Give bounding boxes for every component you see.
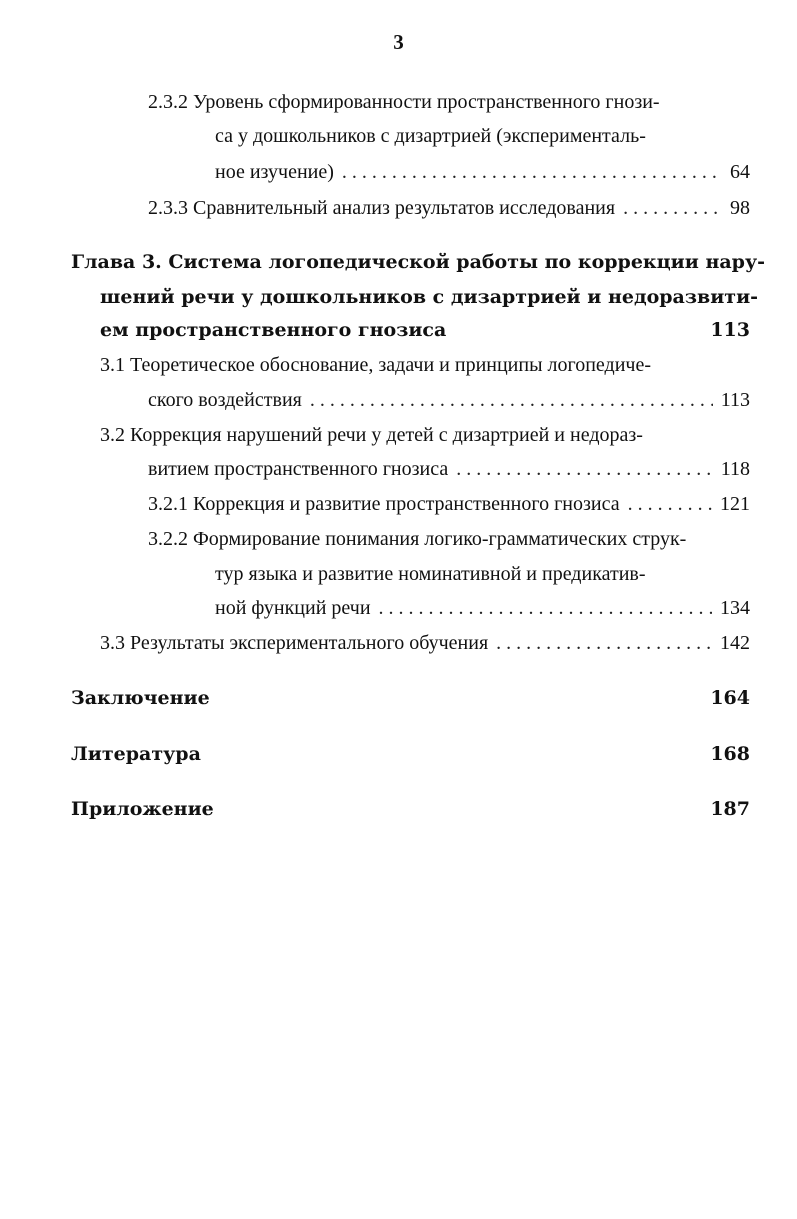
toc-entry-2-3-2-line-3: ное изучение) — [215, 161, 334, 183]
toc-entry-3-2-2-page: 134 — [720, 597, 750, 619]
toc-entry-2-3-3-title: 2.3.3 Сравнительный анализ результатов исследования — [148, 197, 616, 219]
toc-entry-3-2-last-line[interactable] — [148, 455, 750, 483]
toc-entry-3-1-line-2: ского воздействия — [148, 389, 302, 411]
dot-leader — [342, 158, 722, 186]
toc-entry-3-2-2-line-2: тур языка и развитие номинативной и предикатив- — [215, 563, 646, 585]
toc-entry-2-3-2-line-1: 2.3.2 Уровень сформированности пространственного гнози- — [148, 91, 660, 113]
toc-chapter-3-line-3: ем пространственного гнозиса — [100, 319, 447, 341]
toc-entry-3-2-2-last-line[interactable] — [215, 594, 750, 622]
toc-entry-3-3[interactable] — [100, 629, 750, 657]
toc-entry-3-2-page: 118 — [720, 458, 750, 480]
toc-entry-3-2-line-2: витием пространственного гнозиса — [148, 458, 449, 480]
toc-entry-3-2-1-page: 121 — [720, 493, 750, 515]
dot-leader — [496, 629, 712, 657]
toc-literature-page: 168 — [710, 743, 750, 765]
toc-literature-title: Литература — [71, 743, 201, 765]
toc-appendix-page: 187 — [710, 798, 750, 820]
dot-leader — [628, 490, 712, 518]
dot-leader — [456, 455, 713, 483]
toc-conclusion[interactable] — [71, 684, 750, 712]
toc-entry-2-3-3-page: 98 — [730, 197, 750, 219]
toc-entry-3-1-page: 113 — [720, 389, 750, 411]
toc-entry-2-3-2-line-2: са у дошкольников с дизартрией (эксперименталь- — [215, 125, 646, 147]
page-number: 3 — [393, 30, 404, 54]
dot-leader — [623, 194, 722, 222]
dot-leader — [379, 594, 712, 622]
toc-entry-3-2-1[interactable] — [148, 490, 750, 518]
dot-leader — [310, 386, 713, 414]
toc-chapter-3-line-1: Глава 3. Система логопедической работы по коррекции нару- — [71, 251, 766, 273]
toc-entry-2-3-2-page: 64 — [730, 161, 750, 183]
toc-entry-3-1-last-line[interactable] — [148, 386, 750, 414]
toc-appendix[interactable] — [71, 795, 750, 823]
toc-conclusion-page: 164 — [710, 687, 750, 709]
toc-entry-2-3-3[interactable] — [148, 194, 750, 222]
toc-chapter-3-line-2: шений речи у дошкольников с дизартрией и недоразвити- — [100, 286, 759, 308]
toc-chapter-3-page: 113 — [710, 319, 750, 341]
toc-entry-3-1-line-1: 3.1 Теоретическое обоснование, задачи и принципы логопедиче- — [100, 354, 652, 376]
toc-entry-3-2-2-line-3: ной функций речи — [215, 597, 371, 619]
toc-entry-3-3-page: 142 — [720, 632, 750, 654]
toc-entry-3-3-title: 3.3 Результаты экспериментального обучения — [100, 632, 489, 654]
toc-entry-3-2-line-1: 3.2 Коррекция нарушений речи у детей с дизартрией и недораз- — [100, 424, 643, 446]
toc-entry-3-2-1-title: 3.2.1 Коррекция и развитие пространственного гнозиса — [148, 493, 620, 515]
toc-entry-3-2-2-line-1: 3.2.2 Формирование понимания логико-грамматических струк- — [148, 528, 687, 550]
toc-chapter-3-last-line[interactable] — [100, 316, 750, 344]
toc-entry-2-3-2-last-line[interactable] — [215, 158, 750, 186]
toc-conclusion-title: Заключение — [71, 687, 210, 709]
toc-literature[interactable] — [71, 740, 750, 768]
toc-appendix-title: Приложение — [71, 798, 214, 820]
